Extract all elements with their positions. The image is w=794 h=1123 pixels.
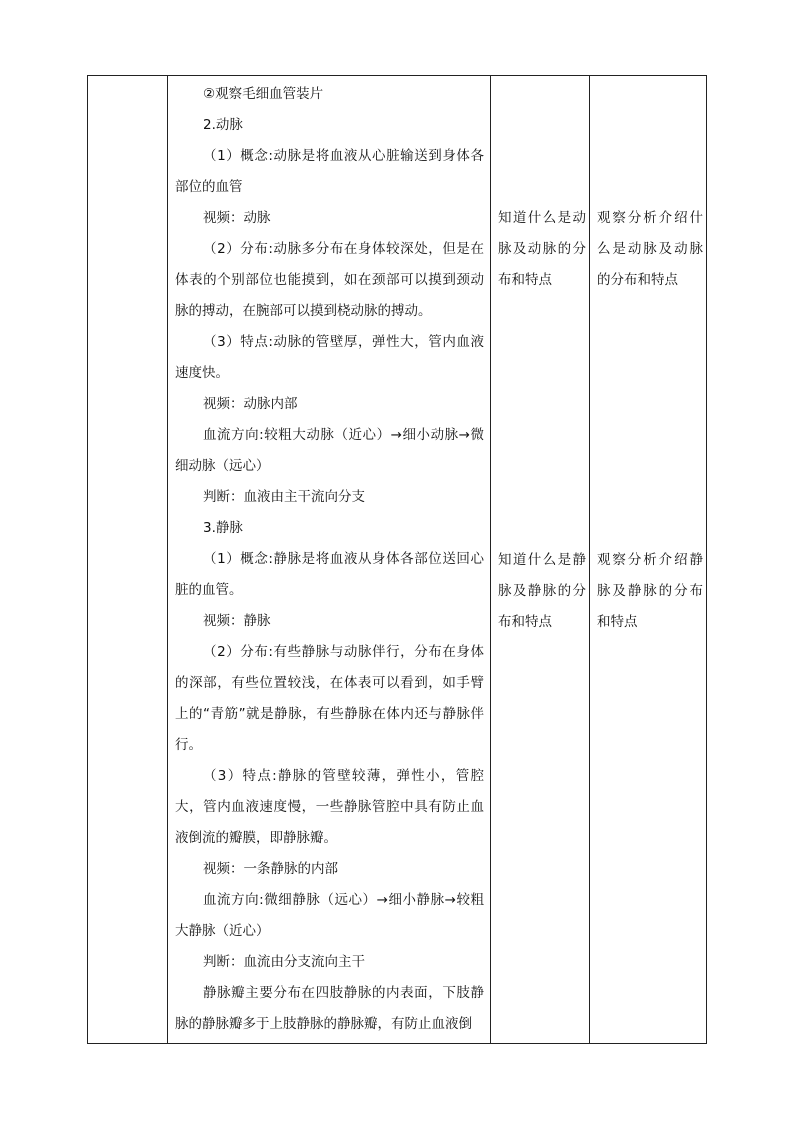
section-heading: 2.动脉 xyxy=(203,117,243,133)
paragraph: 静脉瓣主要分布在四肢静脉的内表面，下肢静脉的静脉瓣多于上肢静脉的静脉瓣，有防止血液倒 xyxy=(175,985,484,1032)
paragraph: 血流方向:微细静脉（远心）→细小静脉→较粗大静脉（近心） xyxy=(175,892,484,939)
paragraph: （1）概念:静脉是将血液从身体各部位送回心脏的血管。 xyxy=(175,551,484,598)
paragraph: （2）分布:动脉多分布在身体较深处，但是在体表的个别部位也能摸到，如在颈部可以摸到颈动脉的搏动，在腕部可以摸到桡动脉的搏动。 xyxy=(175,241,484,319)
paragraph: 视频：动脉内部 xyxy=(203,396,298,412)
goal-text: 知道什么是动脉及动脉的分布和特点 xyxy=(498,210,586,288)
goal-text: 知道什么是静脉及静脉的分布和特点 xyxy=(498,552,586,630)
paragraph: 判断：血流由分支流向主干 xyxy=(203,954,365,970)
lesson-table xyxy=(87,75,707,1044)
paragraph: 视频：动脉 xyxy=(203,210,271,226)
activity-text: 观察分析介绍静脉及静脉的分布和特点 xyxy=(597,552,703,630)
student-activity-cell xyxy=(590,76,707,1043)
paragraph: ②观察毛细血管装片 xyxy=(203,86,324,102)
learning-goal-cell xyxy=(491,76,590,1043)
section-heading: 3.静脉 xyxy=(203,520,243,536)
paragraph: 视频：一条静脉的内部 xyxy=(203,861,338,877)
paragraph: 视频：静脉 xyxy=(203,613,271,629)
teaching-content-cell xyxy=(168,76,490,1040)
activity-text: 观察分析介绍什么是动脉及动脉的分布和特点 xyxy=(597,210,703,288)
paragraph: （2）分布:有些静脉与动脉伴行，分布在身体的深部，有些位置较浅，在体表可以看到，如手臂上的“青筋”就是静脉，有些静脉在体内还与静脉伴行。 xyxy=(175,644,484,753)
paragraph: 血流方向:较粗大动脉（近心）→细小动脉→微细动脉（远心） xyxy=(175,427,484,474)
paragraph: （3）特点:动脉的管壁厚，弹性大，管内血液速度快。 xyxy=(175,334,484,381)
paragraph: 判断：血液由主干流向分支 xyxy=(203,489,365,505)
paragraph: （3）特点:静脉的管壁较薄，弹性小，管腔大，管内血液速度慢，一些静脉管腔中具有防止血液倒流的瓣膜，即静脉瓣。 xyxy=(175,768,484,846)
paragraph: （1）概念:动脉是将血液从心脏输送到身体各部位的血管 xyxy=(175,148,484,195)
